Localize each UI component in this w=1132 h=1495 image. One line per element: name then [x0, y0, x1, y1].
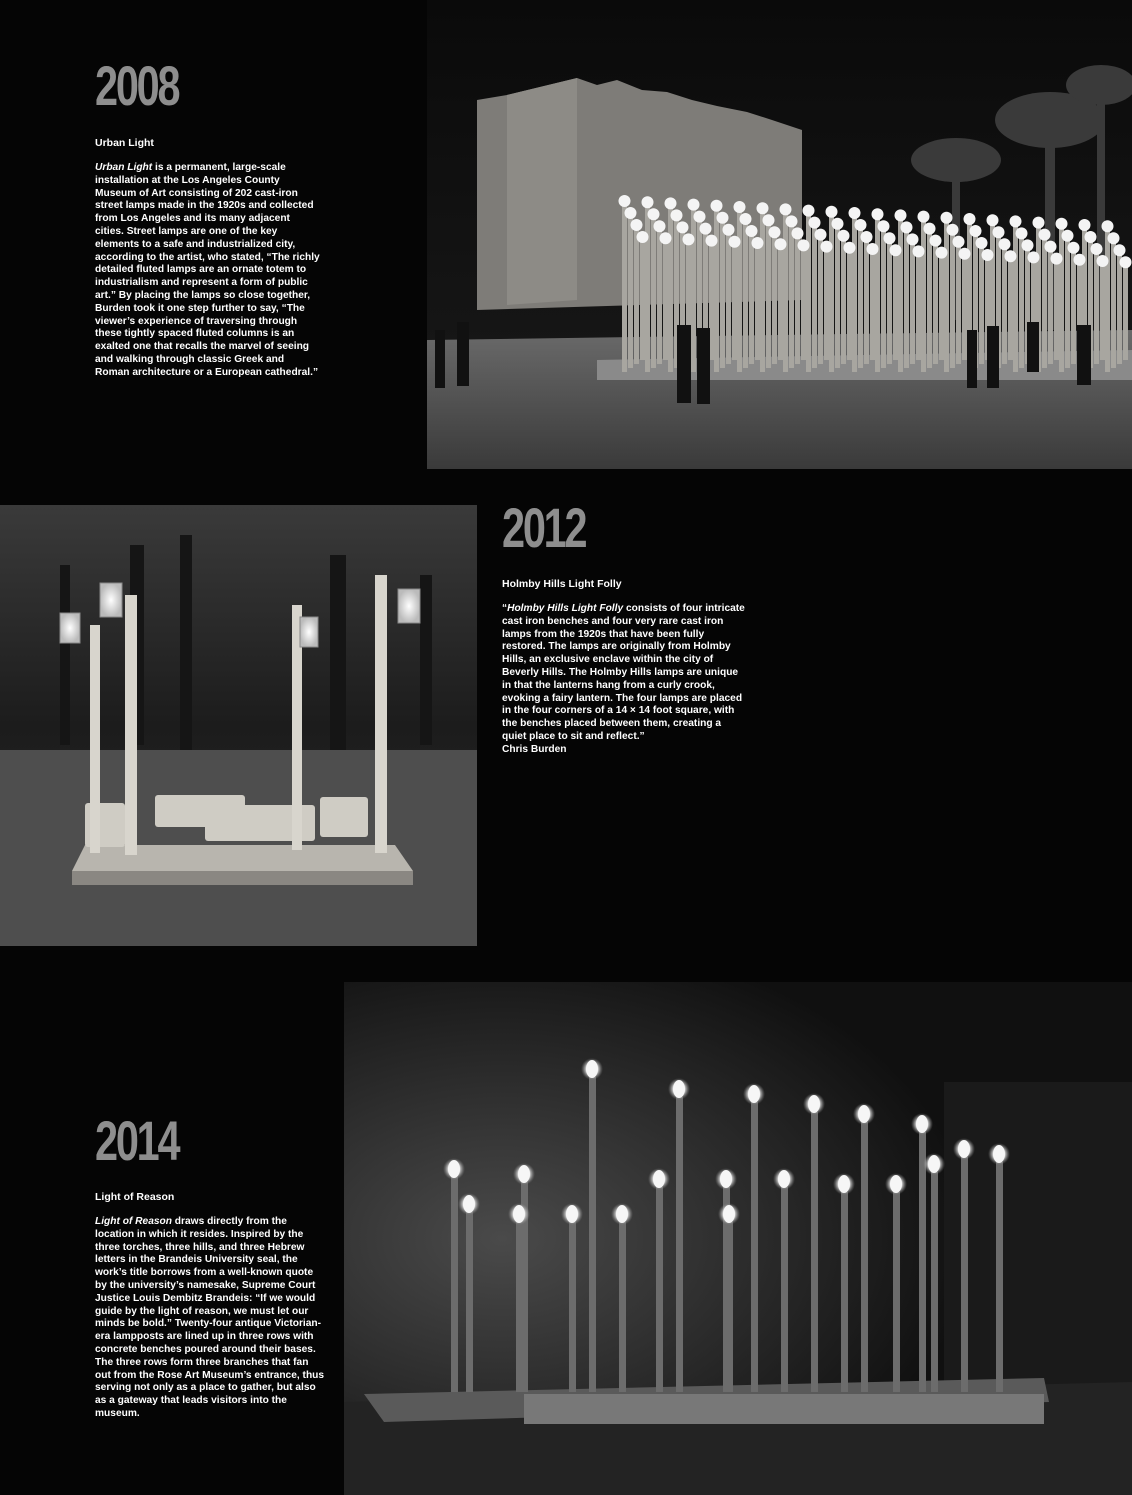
holmby-hills-photo — [0, 505, 477, 946]
year-2014-heading: 2014 — [95, 1109, 179, 1172]
light-of-reason-title: Light of Reason — [95, 1191, 175, 1203]
urban-light-text: is a permanent, large-scale installation at the Los Angeles County Museum of Art consisting of 202 cast-iron street lamps made in the 1920s and collected from Los Angeles and its many adjacent cities. Street lamps are one of the key elements to a safe and industrialized city, according to the artist, who stated, “The richly detailed fluted lamps are an ornate totem to industrialism and represent a form of public art.” By placing the lamps so close together, Burden took it one step further to say, “The viewer’s experience of traversing through these tightly spaced fluted columns is an exalted one that recalls the marvel of seeing and walking through classic Greek and Roman architecture or a European cathedral.” — [95, 162, 320, 378]
light-of-reason-text: draws directly from the location in which it resides. Inspired by the three torches, three hills, and three Hebrew letters in the Brandeis University seal, the work’s title borrows from a well-known quote by the university’s namesake, Supreme Court Justice Louis Dembitz Brandeis: “If we would guide by the light of reason, we must let our minds be bold.” Twenty-four antique Victorian-era lampposts are lined up in three rows with concrete benches poured around their bases. The three rows form three branches that fan out from the Rose Art Museum’s entrance, thus serving not only as a place to gather, but also as a gateway that leads visitors into the museum. — [95, 1216, 325, 1419]
year-2008-heading: 2008 — [95, 54, 179, 117]
holmby-hills-attribution: Chris Burden — [502, 743, 567, 755]
holmby-hills-text: consists of four intricate cast iron benches and four very rare cast iron lamps from the 1920s that have been fully restored. The lamps are originally from Holmby Hills, an exclusive enclave within the city of Beverly Hills. The Holmby Hills lamps are unique in that the lanterns hang from a curly crook, evoking a fairy lantern. The four lamps are placed in the four corners of a 14 × 14 foot square, with the benches placed between them, creating a quiet place to sit and reflect.” — [502, 603, 745, 742]
holmby-hills-description — [502, 603, 746, 757]
urban-light-title: Urban Light — [95, 137, 154, 149]
holmby-hills-open-quote: “ — [502, 603, 508, 614]
holmby-hills-title: Holmby Hills Light Folly — [502, 578, 622, 590]
light-of-reason-photo — [344, 982, 1132, 1495]
urban-light-italic-title: Urban Light — [95, 162, 153, 173]
light-of-reason-italic-title: Light of Reason — [95, 1216, 172, 1227]
urban-light-description — [95, 162, 321, 380]
light-of-reason-description — [95, 1216, 325, 1421]
holmby-hills-italic-title: Holmby Hills Light Folly — [507, 603, 624, 614]
urban-light-photo — [427, 0, 1132, 469]
year-2012-heading: 2012 — [502, 496, 586, 559]
